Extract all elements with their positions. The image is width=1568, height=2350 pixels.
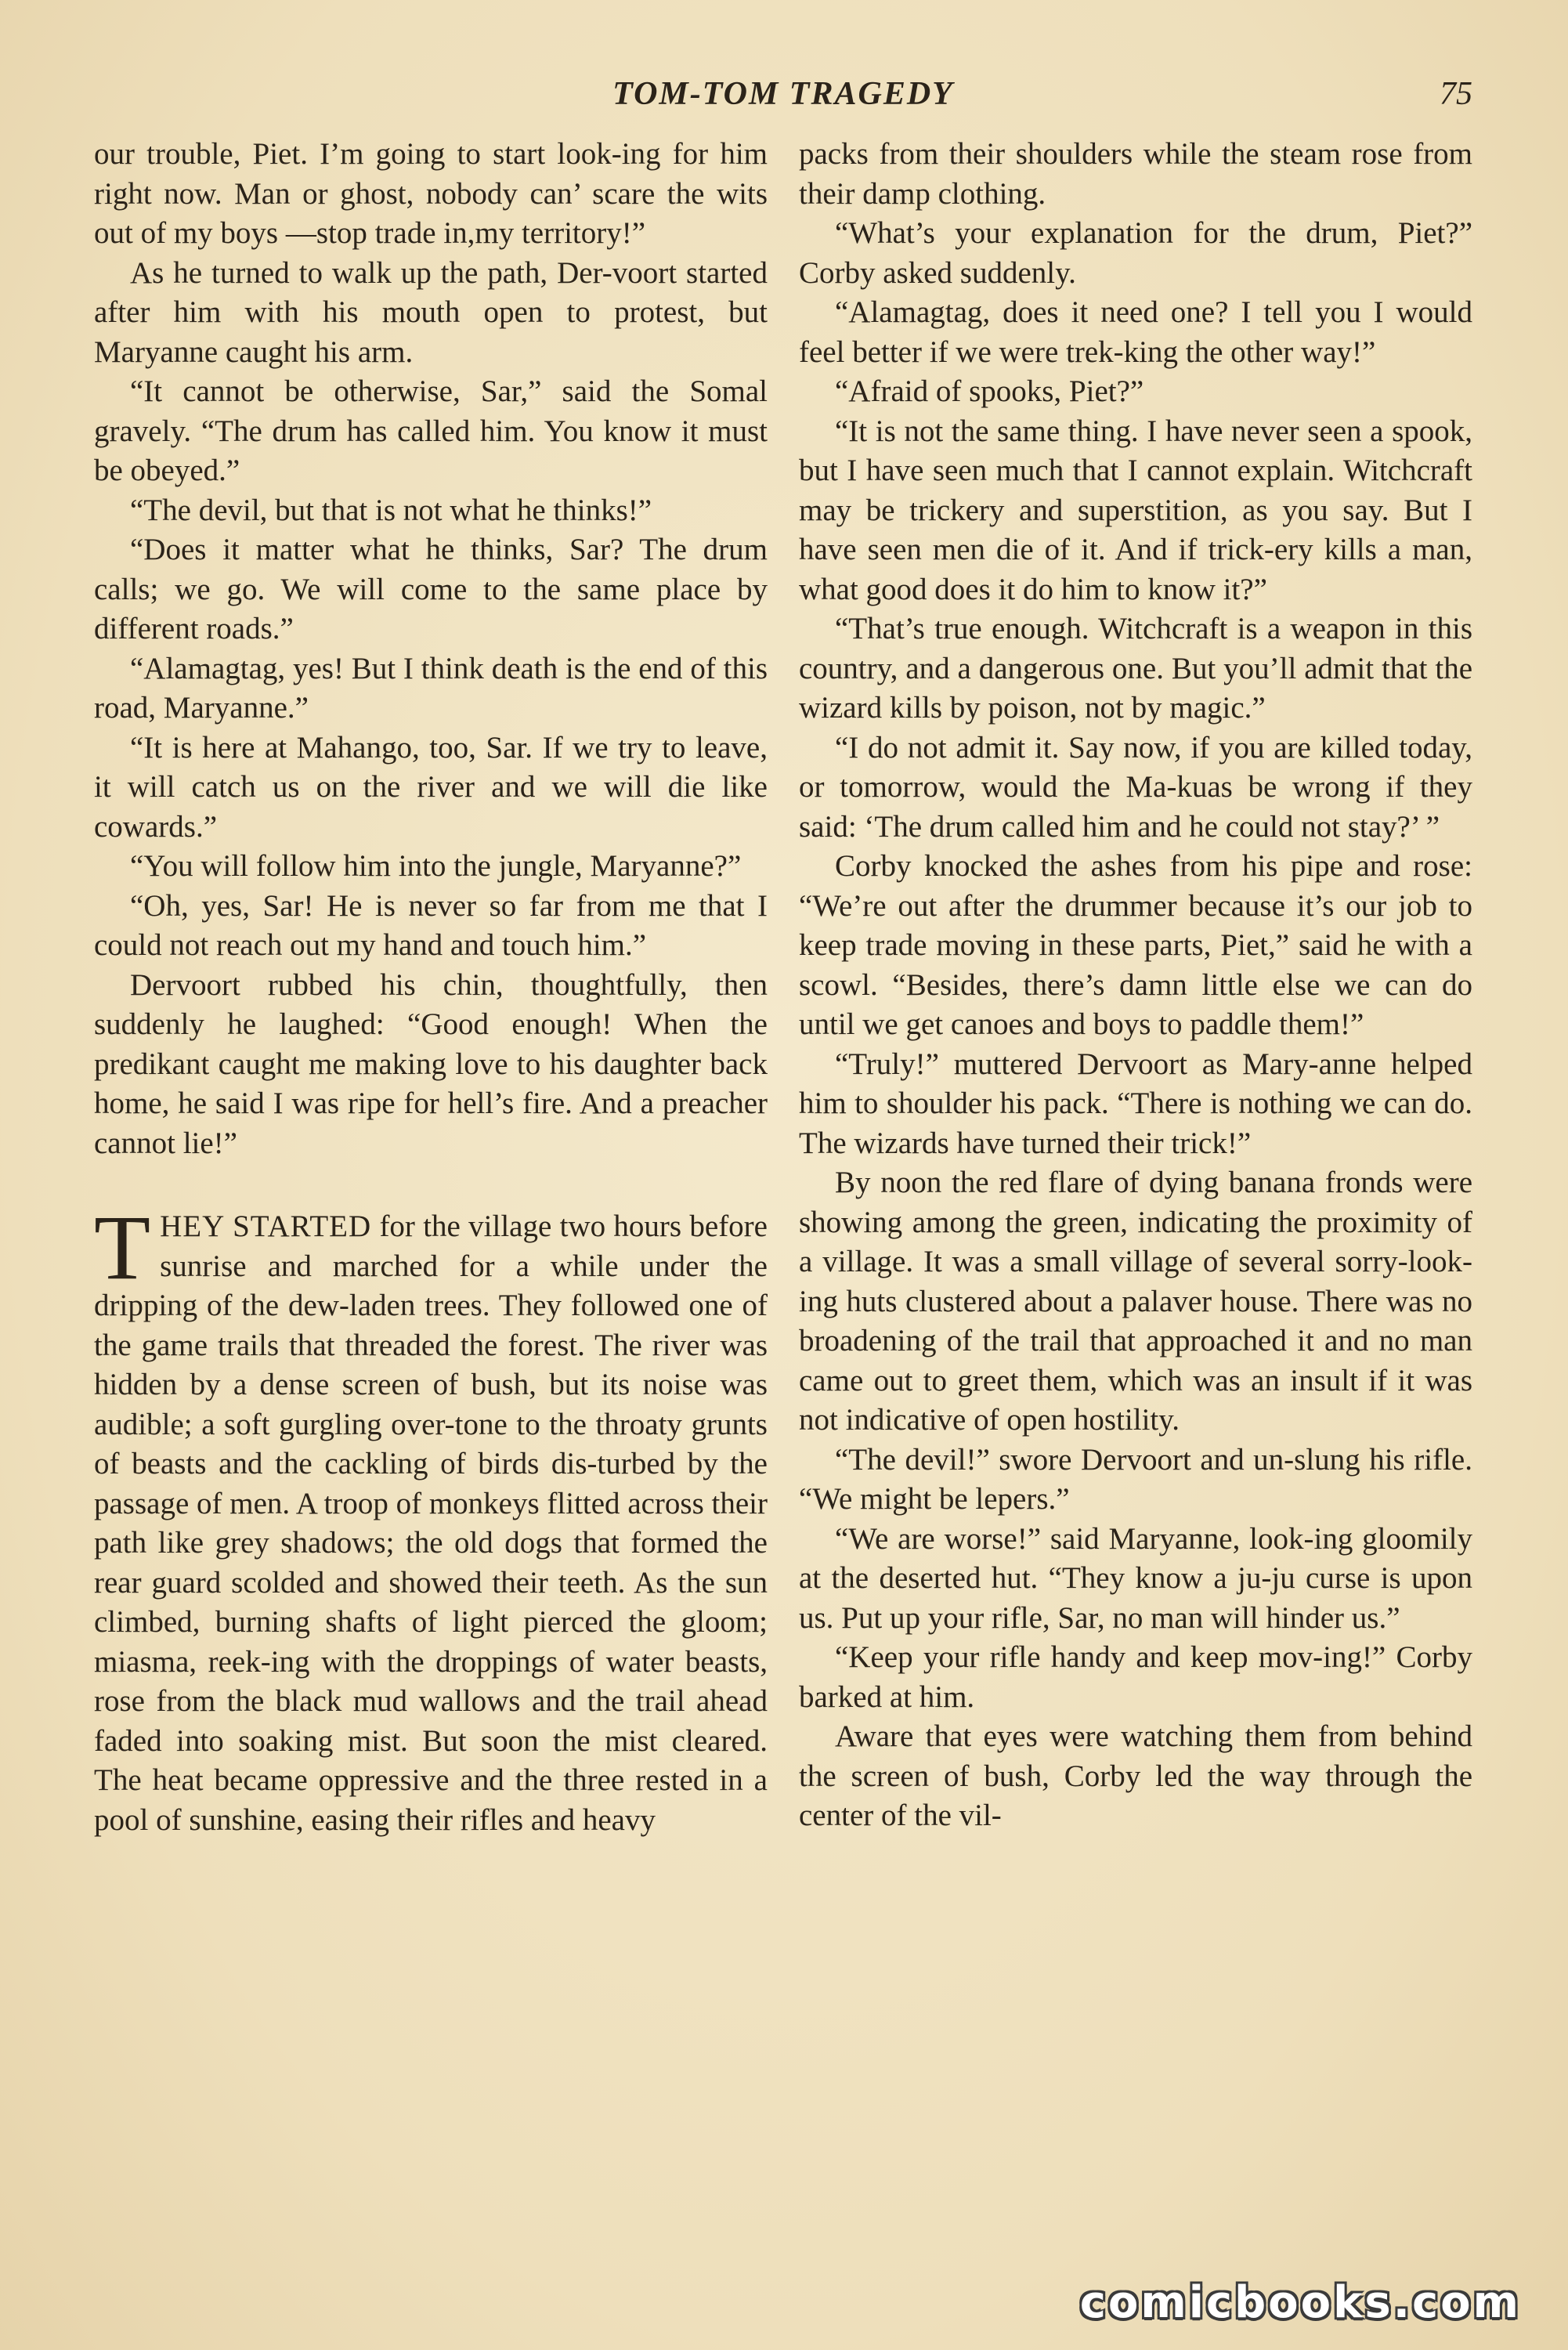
paragraph: “It is not the same thing. I have never seen a spook, but I have seen much that I cannot explain. Witchcraft may be trickery and superstition, as you say. But I have seen men die of it. And if trick-ery kills a man, what good does it do him to know it?”	[799, 414, 1472, 606]
paragraph: “What’s your explanation for the drum, Piet?” Corby asked suddenly.	[799, 216, 1472, 290]
paragraph: “Keep your rifle handy and keep mov-ing!” Corby barked at him.	[799, 1640, 1472, 1714]
paragraph: “It cannot be otherwise, Sar,” said the Somal gravely. “The drum has called him. You know it must be obeyed.”	[94, 374, 768, 487]
paragraph: “Oh, yes, Sar! He is never so far from me that I could not reach out my hand and touch him.”	[94, 888, 768, 962]
paragraph: “That’s true enough. Witchcraft is a weapon in this country, and a dangerous one. But you’ll admit that the wizard kills by poison, not by magic.”	[799, 612, 1472, 725]
paragraph: “I do not admit it. Say now, if you are killed today, or tomorrow, would the Ma-kuas be wrong if they said: ‘The drum called him and he could not stay?’ ”	[799, 730, 1472, 844]
site-watermark: comicbooks.com	[1079, 2277, 1521, 2328]
paragraph: “The devil, but that is not what he thinks!”	[130, 493, 652, 527]
paragraph: “Afraid of spooks, Piet?”	[835, 374, 1144, 408]
paragraph: Dervoort rubbed his chin, thoughtfully, then suddenly he laughed: “Good enough! When the predikant caught me making love to his daughter back home, he said I was ripe for hell’s fire. And a preacher cannot lie!”	[94, 967, 768, 1160]
paragraph: “It is here at Mahango, too, Sar. If we try to leave, it will catch us on the river and we will die like cowards.”	[94, 730, 768, 844]
right-column	[799, 135, 1472, 1836]
left-column	[94, 135, 768, 1840]
paragraph: Aware that eyes were watching them from behind the screen of bush, Corby led the way through the center of the vil-	[799, 1719, 1472, 1832]
section-text: for the village two hours before sunrise and marched for a while under the dripping of the dew-laden trees. They followed one of the game trails that threaded the forest. The river was hidden by a dense screen of bush, but its noise was audible; a soft gurgling over-tone to the throaty grunts of beasts and the cackling of birds dis-turbed by the passage of men. A troop of monkeys flitted across their path like grey shadows; the old dogs that formed the rear guard scolded and showed their teeth. As the sun climbed, burning shafts of light pierced the gloom; miasma, reek-ing with the droppings of water beasts, rose from the black mud wallows and the trail ahead faded into soaking mist. But soon the mist cleared. The heat became oppressive and the three rested in a pool of sunshine, easing their rifles and heavy	[94, 1209, 768, 1837]
paragraph: “We are worse!” said Maryanne, look-ing gloomily at the deserted hut. “They know a ju-ju curse is upon us. Put up your rifle, Sar, no man will hinder us.”	[799, 1521, 1472, 1635]
section-opening-paragraph	[94, 1196, 768, 1840]
paragraph: As he turned to walk up the path, Der-voort started after him with his mouth open to protest, but Maryanne caught his arm.	[94, 255, 768, 369]
page-header	[94, 75, 1472, 122]
paragraph: By noon the red flare of dying banana fronds were showing among the green, indicating the proximity of a village. It was a small village of several sorry-look-ing huts clustered about a palaver house. There was no broadening of the trail that approached it and no man came out to greet them, which was an insult if it was not indicative of open hostility.	[799, 1166, 1472, 1437]
paragraph: “Alamagtag, does it need one? I tell you I would feel better if we were trek-king the other way!”	[799, 295, 1472, 369]
section-lead-in: HEY STARTED	[160, 1209, 372, 1243]
page-number: 75	[1440, 76, 1472, 112]
paragraph: “Truly!” muttered Dervoort as Mary-anne helped him to shoulder his pack. “There is nothing we can do. The wizards have turned their trick!”	[799, 1047, 1472, 1160]
section-break	[94, 1163, 768, 1207]
paragraph: “Does it matter what he thinks, Sar? The drum calls; we go. We will come to the same place by different roads.”	[94, 533, 768, 645]
drop-cap: T	[94, 1196, 151, 1299]
paragraph: Corby knocked the ashes from his pipe and rose: “We’re out after the drummer because it’s our job to keep trade moving in these parts, Piet,” said he with a scowl. “Besides, there’s damn little else we can do until we get canoes and boys to paddle them!”	[799, 849, 1472, 1041]
paragraph: “The devil!” swore Dervoort and un-slung his rifle. “We might be lepers.”	[799, 1442, 1472, 1516]
paragraph: our trouble, Piet. I’m going to start look-ing for him right now. Man or ghost, nobody can’ scare the wits out of my boys —stop trade in,my territory!”	[94, 137, 768, 250]
paragraph: “Alamagtag, yes! But I think death is the end of this road, Maryanne.”	[94, 651, 768, 725]
paragraph: “You will follow him into the jungle, Maryanne?”	[130, 849, 742, 883]
running-title: TOM-TOM TRAGEDY	[612, 76, 954, 112]
paragraph: packs from their shoulders while the steam rose from their damp clothing.	[799, 137, 1472, 211]
